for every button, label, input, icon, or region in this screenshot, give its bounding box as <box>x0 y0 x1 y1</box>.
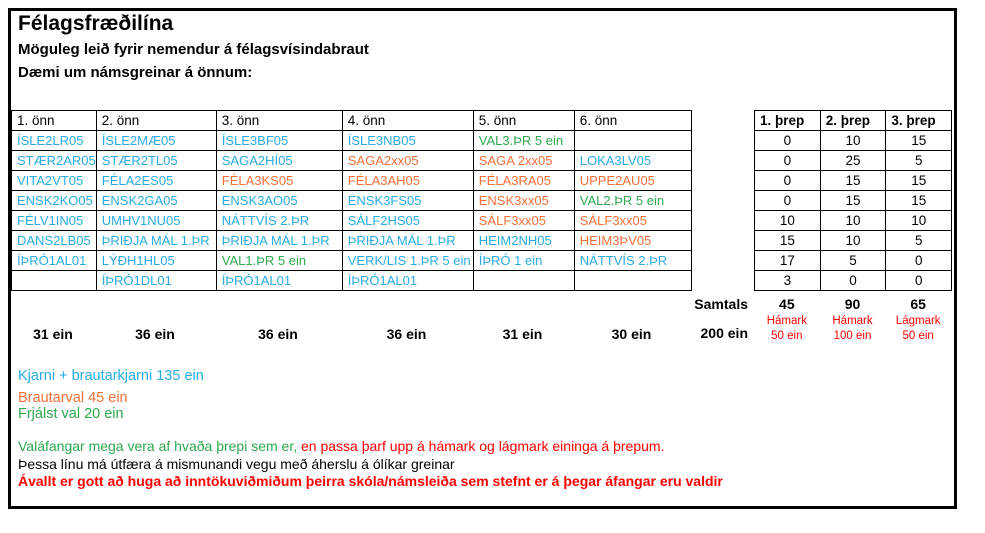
course-cell: FÉLV1IN05 <box>12 211 97 231</box>
course-cell: FÉLA3KS05 <box>216 171 342 191</box>
course-cell: VAL1.ÞR 5 ein <box>216 251 342 271</box>
threp-value-cell: 17 <box>755 251 821 271</box>
course-cell: ÍSLE3NB05 <box>342 131 473 151</box>
threp-value-cell: 15 <box>755 231 821 251</box>
threp-row <box>755 271 952 291</box>
legend-frjalst-val: Frjálst val 20 ein <box>18 406 124 422</box>
threp-value-cell: 5 <box>886 231 952 251</box>
semester-column-header: 6. önn <box>574 111 691 131</box>
empty-cell <box>574 131 691 151</box>
course-cell: STÆR2TL05 <box>96 151 216 171</box>
course-cell: SÁLF3xx05 <box>473 211 574 231</box>
course-cell: ENSK3FS05 <box>342 191 473 211</box>
course-cell: ÍÞRÓ1AL01 <box>342 271 473 291</box>
semester-units-row <box>11 326 690 342</box>
course-cell: NÁTTVÍS 2.ÞR <box>574 251 691 271</box>
page-subtitle-2: Dæmi um námsgreinar á önnum: <box>18 64 253 81</box>
note-valafangar-green: Valáfangar mega vera af hvaða þrepi sem er, <box>18 438 302 454</box>
threp-value-cell: 15 <box>886 171 952 191</box>
course-row <box>12 171 692 191</box>
threp-value-cell: 10 <box>820 131 886 151</box>
course-cell: FÉLA3RA05 <box>473 171 574 191</box>
semester-units-value: 31 ein <box>502 326 543 342</box>
course-cell: VERK/LIS 1.ÞR 5 ein <box>342 251 473 271</box>
threp-row <box>755 171 952 191</box>
course-cell: STÆR2AR05 <box>12 151 97 171</box>
note-valafangar <box>18 438 664 454</box>
course-cell: ÞRIÐJA MÁL 1.ÞR <box>342 231 473 251</box>
threp-value-cell: 15 <box>886 131 952 151</box>
threp-total-value: 45 <box>779 296 795 312</box>
course-cell: ÍÞRÓ1AL01 <box>216 271 342 291</box>
threp-value-cell: 0 <box>755 191 821 211</box>
course-cell: ÍSLE2LR05 <box>12 131 97 151</box>
course-cell: SAGA 2xx05 <box>473 151 574 171</box>
threp-value-cell: 15 <box>820 191 886 211</box>
course-cell: VAL3.ÞR 5 ein <box>473 131 574 151</box>
legend-brautarval: Brautarval 45 ein <box>18 390 128 406</box>
legend-kjarni: Kjarni + brautarkjarni 135 ein <box>18 368 204 384</box>
threp-value-cell: 5 <box>820 251 886 271</box>
note-valafangar-red: en passa þarf upp á hámark og lágmark eininga á þrepum. <box>301 438 665 454</box>
threp-row <box>755 251 952 271</box>
threp-value-cell: 10 <box>820 231 886 251</box>
course-cell: LÝÐH1HL05 <box>96 251 216 271</box>
threp-column-header: 2. þrep <box>820 111 886 131</box>
semester-column-header: 2. önn <box>96 111 216 131</box>
course-row <box>12 211 692 231</box>
course-row <box>12 151 692 171</box>
semester-column-header: 4. önn <box>342 111 473 131</box>
threp-value-cell: 15 <box>886 191 952 211</box>
semester-column-header: 1. önn <box>12 111 97 131</box>
threp-value-cell: 3 <box>755 271 821 291</box>
course-cell: ENSK2GA05 <box>96 191 216 211</box>
empty-cell <box>473 271 574 291</box>
course-cell: UMHV1NU05 <box>96 211 216 231</box>
semester-units-value: 36 ein <box>135 326 175 342</box>
course-cell: ÍÞRÓ 1 ein <box>473 251 574 271</box>
course-cell: UPPE2AU05 <box>574 171 691 191</box>
threp-column-header: 3. þrep <box>886 111 952 131</box>
threp-value-cell: 5 <box>886 151 952 171</box>
course-cell: FÉLA3AH05 <box>342 171 473 191</box>
threp-limits-row <box>754 314 951 344</box>
page-subtitle: Möguleg leið fyrir nemendur á félagsvísindabraut <box>18 41 369 58</box>
threp-total-value: 65 <box>910 296 926 312</box>
course-cell: ÍSLE3BF05 <box>216 131 342 151</box>
course-cell: VAL2.ÞR 5 ein <box>574 191 691 211</box>
samtals-label: Samtals <box>694 296 748 312</box>
semester-column-header: 5. önn <box>473 111 574 131</box>
course-cell: HEIM2NH05 <box>473 231 574 251</box>
course-cell: SÁLF2HS05 <box>342 211 473 231</box>
course-row <box>12 191 692 211</box>
course-row <box>12 231 692 251</box>
threp-value-cell: 0 <box>820 271 886 291</box>
course-cell: ÍSLE2MÆ05 <box>96 131 216 151</box>
course-cell: SAGA2HÍ05 <box>216 151 342 171</box>
semester-courses-table <box>11 110 692 291</box>
threp-total-value: 90 <box>844 296 861 312</box>
semester-column-header: 3. önn <box>216 111 342 131</box>
threp-limit-label: Hámark 100 ein <box>832 315 873 342</box>
threp-limit-label: Hámark 50 ein <box>766 315 807 342</box>
course-cell: SÁLF3xx05 <box>574 211 691 231</box>
threp-row <box>755 151 952 171</box>
threp-row <box>755 211 952 231</box>
threp-limit-label: Lágmark 50 ein <box>895 315 941 342</box>
threp-column-header: 1. þrep <box>755 111 821 131</box>
semester-units-value: 36 ein <box>386 326 427 342</box>
course-cell: FÉLA2ES05 <box>96 171 216 191</box>
threp-totals-row <box>754 296 951 312</box>
empty-cell <box>574 271 691 291</box>
page-title: Félagsfræðilína <box>18 12 174 35</box>
course-cell: DANS2LB05 <box>12 231 97 251</box>
note-lina: Þessa línu má útfæra á mismunandi vegu með áherslu á ólíkar greinar <box>18 456 455 472</box>
semester-units-value: 31 ein <box>33 326 73 342</box>
threp-value-cell: 0 <box>755 131 821 151</box>
course-cell: VITA2VT05 <box>12 171 97 191</box>
course-cell: ENSK3AO05 <box>216 191 342 211</box>
threp-row <box>755 131 952 151</box>
threp-value-cell: 0 <box>755 151 821 171</box>
course-cell: SAGA2xx05 <box>342 151 473 171</box>
course-cell: ENSK3xx05 <box>473 191 574 211</box>
course-row <box>12 131 692 151</box>
course-cell: ÍÞRÓ1DL01 <box>96 271 216 291</box>
course-cell: ÞRIÐJA MÁL 1.ÞR <box>216 231 342 251</box>
threp-value-cell: 0 <box>886 271 952 291</box>
course-row <box>12 271 692 291</box>
threp-value-cell: 25 <box>820 151 886 171</box>
threp-row <box>755 231 952 251</box>
course-row <box>12 251 692 271</box>
course-cell: ÍÞRÓ1AL01 <box>12 251 97 271</box>
course-cell: NÁTTVÍS 2.ÞR <box>216 211 342 231</box>
threp-value-cell: 10 <box>755 211 821 231</box>
semester-units-value: 30 ein <box>611 326 652 342</box>
note-inntokuvidmid: Ávallt er gott að huga að inntökuviðmiðum þeirra skóla/námsleiða sem stefnt er á þegar áfangar eru valdir <box>18 473 723 489</box>
threp-value-cell: 10 <box>886 211 952 231</box>
threp-value-cell: 0 <box>755 171 821 191</box>
threp-value-cell: 10 <box>820 211 886 231</box>
total-units-value: 200 ein <box>700 325 748 341</box>
course-cell: LOKA3LV05 <box>574 151 691 171</box>
threp-value-cell: 0 <box>886 251 952 271</box>
threp-row <box>755 191 952 211</box>
course-cell: ÞRIÐJA MÁL 1.ÞR <box>96 231 216 251</box>
course-cell: HEIM3ÞV05 <box>574 231 691 251</box>
threp-value-cell: 15 <box>820 171 886 191</box>
semester-units-value: 36 ein <box>258 326 298 342</box>
empty-cell <box>12 271 97 291</box>
threp-credits-table <box>754 110 952 291</box>
course-cell: ENSK2KO05 <box>12 191 97 211</box>
